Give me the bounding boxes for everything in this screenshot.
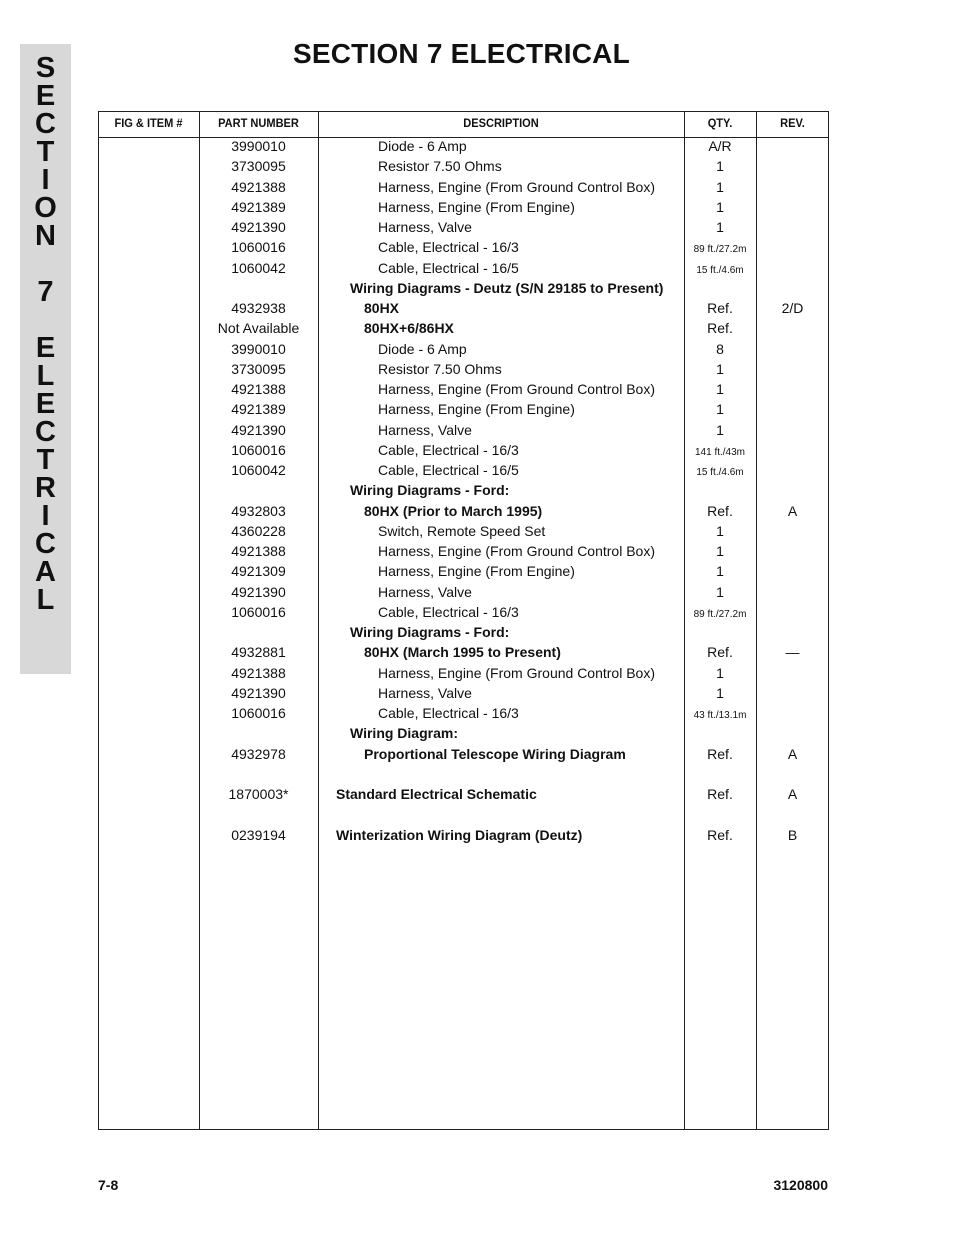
header-rev: REV. [780, 116, 805, 130]
table-row [0, 502, 954, 522]
description-cell: Proportional Telescope Wiring Diagram [364, 745, 626, 762]
side-tab-letter: C [35, 528, 56, 560]
part-number-cell: 4360228 [231, 522, 286, 539]
header-qty: QTY. [707, 116, 733, 130]
description-cell: Harness, Engine (From Ground Control Box) [378, 664, 655, 681]
table-row [0, 785, 954, 805]
side-tab-letter: I [41, 500, 50, 532]
rev-cell: A [787, 745, 798, 762]
part-number-cell: 3730095 [231, 158, 286, 175]
header-description: DESCRIPTION [463, 116, 539, 130]
table-row [0, 765, 954, 785]
description-cell: Wiring Diagram: [350, 725, 458, 742]
description-cell: Switch, Remote Speed Set [378, 522, 546, 539]
description-cell: Resistor 7.50 Ohms [378, 360, 502, 377]
description-cell: Diode - 6 Amp [378, 138, 467, 154]
qty-cell: 1 [716, 178, 724, 195]
part-number-cell: 1060042 [231, 259, 286, 276]
description-cell: Harness, Engine (From Ground Control Box) [378, 381, 655, 397]
description-cell: 80HX (Prior to March 1995) [364, 502, 543, 519]
table-row [0, 421, 954, 441]
qty-cell: 8 [716, 340, 724, 357]
qty-cell: 1 [716, 219, 724, 235]
side-tab-letter: S [35, 52, 56, 84]
side-tab-letter: L [36, 584, 55, 616]
description-cell: Harness, Engine (From Engine) [378, 563, 575, 580]
description-cell: Cable, Electrical - 16/3 [378, 239, 519, 256]
side-tab-letter: C [35, 416, 56, 448]
table-row [0, 157, 954, 177]
part-number-cell: 4921389 [231, 198, 286, 215]
table-row [0, 218, 954, 238]
qty-cell: 89 ft./27.2m [693, 244, 747, 256]
part-number-cell: 4921388 [231, 178, 286, 195]
side-tab-letter: E [35, 332, 56, 364]
page-title: SECTION 7 ELECTRICAL [293, 38, 630, 69]
side-tab-letter: T [36, 444, 55, 476]
document-number: 3120800 [773, 1177, 828, 1193]
table-row [0, 805, 954, 825]
side-tab-letter: C [35, 108, 56, 140]
part-number-cell: 4921390 [231, 684, 286, 701]
qty-cell: Ref. [707, 502, 733, 519]
qty-cell: 1 [716, 360, 724, 377]
table-row [0, 684, 954, 704]
side-tab-letter: T [36, 136, 55, 168]
description-cell: Standard Electrical Schematic [336, 786, 537, 802]
table-row [0, 826, 954, 846]
table-row [0, 340, 954, 360]
qty-cell: 1 [716, 381, 724, 397]
description-cell: Wiring Diagrams - Deutz (S/N 29185 to Present) [350, 279, 664, 296]
rev-cell: B [787, 826, 798, 843]
side-tab-letter: I [41, 164, 50, 196]
description-cell: Winterization Wiring Diagram (Deutz) [336, 826, 583, 843]
qty-cell: A/R [708, 138, 732, 154]
table-row [0, 664, 954, 684]
part-number-cell: 1060016 [231, 239, 286, 256]
part-number-cell: 4921390 [231, 583, 286, 600]
table-row [0, 360, 954, 380]
qty-cell: 43 ft./13.1m [693, 710, 747, 721]
qty-cell: 1 [716, 664, 724, 681]
part-number-cell: 4932938 [231, 300, 286, 316]
qty-cell: 1 [716, 421, 724, 438]
rev-cell: — [785, 644, 800, 661]
qty-cell: Ref. [707, 745, 733, 762]
description-cell: Harness, Engine (From Ground Control Box) [378, 543, 655, 559]
qty-cell: 1 [716, 563, 724, 580]
table-row [0, 461, 954, 481]
description-cell: 80HX+6/86HX [364, 320, 454, 337]
side-tab-letter: 7 [37, 276, 54, 308]
part-number-cell: 1060016 [231, 705, 286, 721]
part-number-cell: 1060016 [231, 441, 286, 458]
header-part-number: PART NUMBER [218, 116, 299, 130]
part-number-cell: 4921388 [231, 664, 286, 681]
description-cell: Harness, Valve [378, 219, 472, 235]
table-row [0, 299, 954, 319]
description-cell: Cable, Electrical - 16/5 [378, 259, 519, 276]
description-cell: Cable, Electrical - 16/3 [378, 705, 519, 721]
qty-cell: 89 ft./27.2m [693, 608, 747, 620]
description-cell: Cable, Electrical - 16/5 [378, 462, 519, 478]
description-cell: Wiring Diagrams - Ford: [350, 624, 510, 640]
table-row [0, 623, 954, 643]
table-row [0, 562, 954, 582]
rev-cell: A [787, 786, 798, 802]
description-cell: Harness, Valve [378, 684, 472, 701]
qty-cell: Ref. [707, 786, 733, 802]
part-number-cell: 4921390 [231, 421, 286, 438]
table-row [0, 238, 954, 258]
table-row [0, 137, 954, 157]
table-row [0, 441, 954, 461]
qty-cell: 1 [716, 543, 724, 559]
description-cell: Harness, Engine (From Ground Control Box) [378, 178, 655, 195]
page-number: 7-8 [98, 1177, 119, 1193]
side-tab-letter: N [35, 220, 56, 252]
rev-cell: 2/D [781, 300, 804, 316]
qty-cell: 15 ft./4.6m [696, 467, 744, 478]
table-row [0, 522, 954, 542]
header-fig-item: FIG & ITEM # [114, 116, 183, 130]
part-number-cell: 4921388 [231, 381, 286, 397]
description-cell: Cable, Electrical - 16/3 [378, 603, 519, 620]
table-row [0, 542, 954, 562]
side-tab-letter: O [34, 192, 57, 224]
table-row [0, 198, 954, 218]
qty-cell: 141 ft./43m [694, 446, 746, 458]
part-number-cell: 1870003* [228, 786, 289, 802]
description-cell: Cable, Electrical - 16/3 [378, 441, 519, 458]
part-number-cell: 1060042 [231, 462, 286, 478]
table-row [0, 724, 954, 744]
qty-cell: Ref. [707, 644, 733, 661]
part-number-cell: 4932978 [231, 745, 286, 762]
qty-cell: 1 [716, 401, 724, 418]
description-cell: 80HX [364, 300, 400, 316]
part-number-cell: 1060016 [231, 603, 286, 620]
description-cell: Diode - 6 Amp [378, 340, 467, 357]
qty-cell: 1 [716, 583, 724, 600]
qty-cell: 1 [716, 684, 724, 701]
part-number-cell: 4921389 [231, 401, 286, 418]
qty-cell: Ref. [707, 300, 733, 316]
side-tab-letter: R [35, 472, 56, 504]
description-cell: Wiring Diagrams - Ford: [350, 482, 510, 499]
part-number-cell: Not Available [217, 320, 300, 337]
side-tab-letter: E [35, 388, 56, 420]
side-tab-letter: A [35, 556, 56, 588]
side-tab-letter: L [36, 360, 55, 392]
table-row [0, 259, 954, 279]
table-row [0, 583, 954, 603]
table-row [0, 279, 954, 299]
table-row [0, 745, 954, 765]
qty-cell: Ref. [707, 826, 733, 843]
part-number-cell: 0239194 [231, 826, 286, 843]
side-tab-letter: E [35, 80, 56, 112]
qty-cell: Ref. [707, 320, 733, 337]
description-cell: Harness, Valve [378, 583, 472, 600]
description-cell: Harness, Engine (From Engine) [378, 401, 575, 418]
part-number-cell: 3990010 [231, 138, 286, 154]
part-number-cell: 4932881 [231, 644, 286, 661]
description-cell: 80HX (March 1995 to Present) [364, 644, 561, 661]
table-row [0, 481, 954, 501]
rev-cell: A [787, 502, 798, 519]
part-number-cell: 4921309 [231, 563, 286, 580]
table-row [0, 380, 954, 400]
part-number-cell: 3990010 [231, 340, 286, 357]
qty-cell: 1 [716, 522, 724, 539]
table-row [0, 319, 954, 339]
description-cell: Harness, Engine (From Engine) [378, 198, 575, 215]
qty-cell: 15 ft./4.6m [696, 264, 744, 276]
part-number-cell: 4932803 [231, 502, 286, 519]
part-number-cell: 4921388 [231, 543, 286, 559]
table-row [0, 643, 954, 663]
part-number-cell: 3730095 [231, 360, 286, 377]
part-number-cell: 4921390 [231, 219, 286, 235]
description-cell: Resistor 7.50 Ohms [378, 158, 502, 175]
table-row [0, 178, 954, 198]
table-row [0, 603, 954, 623]
table-row [0, 704, 954, 724]
qty-cell: 1 [716, 198, 724, 215]
table-row [0, 400, 954, 420]
qty-cell: 1 [716, 158, 724, 175]
description-cell: Harness, Valve [378, 421, 472, 438]
